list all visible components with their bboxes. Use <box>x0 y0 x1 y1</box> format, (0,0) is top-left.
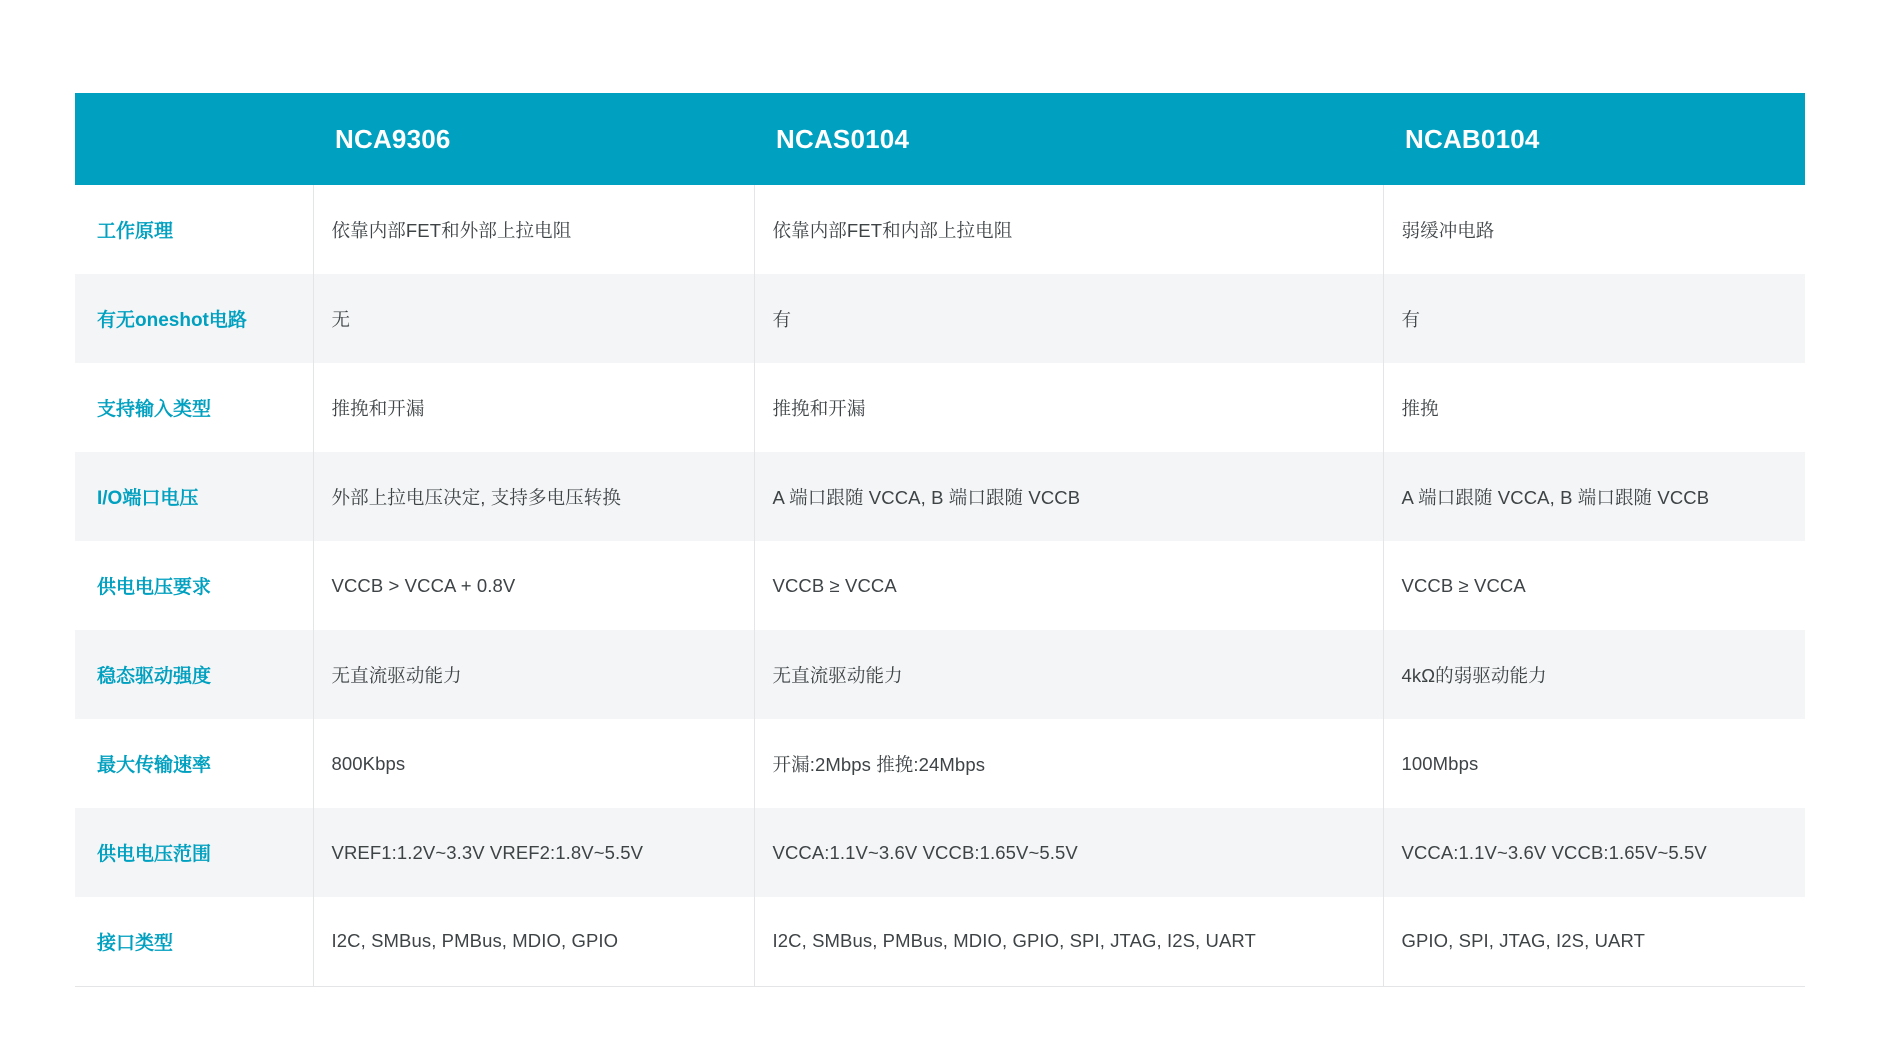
row-label-interface-type: 接口类型 <box>75 897 313 986</box>
cell-supply-voltage-range-ncas0104: VCCA:1.1V~3.6V VCCB:1.65V~5.5V <box>754 808 1383 897</box>
cell-io-port-voltage-ncab0104: A 端口跟随 VCCA, B 端口跟随 VCCB <box>1383 452 1805 541</box>
cell-io-port-voltage-ncas0104: A 端口跟随 VCCA, B 端口跟随 VCCB <box>754 452 1383 541</box>
cell-max-data-rate-nca9306: 800Kbps <box>313 719 754 808</box>
cell-supply-voltage-requirement-nca9306: VCCB > VCCA + 0.8V <box>313 541 754 630</box>
cell-oneshot-circuit-nca9306: 无 <box>313 274 754 363</box>
cell-input-type-nca9306: 推挽和开漏 <box>313 363 754 452</box>
table-row <box>75 185 1805 274</box>
cell-static-drive-strength-ncas0104: 无直流驱动能力 <box>754 630 1383 719</box>
table-corner-cell <box>75 93 313 185</box>
cell-supply-voltage-requirement-ncab0104: VCCB ≥ VCCA <box>1383 541 1805 630</box>
table-header-row <box>75 93 1805 185</box>
table-row <box>75 719 1805 808</box>
cell-supply-voltage-range-nca9306: VREF1:1.2V~3.3V VREF2:1.8V~5.5V <box>313 808 754 897</box>
row-label-io-port-voltage: I/O端口电压 <box>75 452 313 541</box>
row-label-working-principle: 工作原理 <box>75 185 313 274</box>
cell-input-type-ncas0104: 推挽和开漏 <box>754 363 1383 452</box>
cell-io-port-voltage-nca9306: 外部上拉电压决定, 支持多电压转换 <box>313 452 754 541</box>
table-header <box>75 93 1805 185</box>
table-row <box>75 630 1805 719</box>
cell-interface-type-ncas0104: I2C, SMBus, PMBus, MDIO, GPIO, SPI, JTAG, I2S, UART <box>754 897 1383 986</box>
cell-max-data-rate-ncab0104: 100Mbps <box>1383 719 1805 808</box>
cell-static-drive-strength-nca9306: 无直流驱动能力 <box>313 630 754 719</box>
cell-static-drive-strength-ncab0104: 4kΩ的弱驱动能力 <box>1383 630 1805 719</box>
cell-max-data-rate-ncas0104: 开漏:2Mbps 推挽:24Mbps <box>754 719 1383 808</box>
column-header-nca9306: NCA9306 <box>313 93 754 185</box>
table-row <box>75 452 1805 541</box>
cell-working-principle-nca9306: 依靠内部FET和外部上拉电阻 <box>313 185 754 274</box>
cell-oneshot-circuit-ncas0104: 有 <box>754 274 1383 363</box>
cell-oneshot-circuit-ncab0104: 有 <box>1383 274 1805 363</box>
table-row <box>75 897 1805 986</box>
table-row <box>75 274 1805 363</box>
table-row <box>75 808 1805 897</box>
cell-working-principle-ncas0104: 依靠内部FET和内部上拉电阻 <box>754 185 1383 274</box>
table-body <box>75 185 1805 986</box>
row-label-supply-voltage-requirement: 供电电压要求 <box>75 541 313 630</box>
column-header-ncas0104: NCAS0104 <box>754 93 1383 185</box>
column-header-ncab0104: NCAB0104 <box>1383 93 1805 185</box>
row-label-oneshot-circuit: 有无oneshot电路 <box>75 274 313 363</box>
row-label-static-drive-strength: 稳态驱动强度 <box>75 630 313 719</box>
cell-supply-voltage-range-ncab0104: VCCA:1.1V~3.6V VCCB:1.65V~5.5V <box>1383 808 1805 897</box>
row-label-input-type: 支持输入类型 <box>75 363 313 452</box>
row-label-max-data-rate: 最大传输速率 <box>75 719 313 808</box>
cell-supply-voltage-requirement-ncas0104: VCCB ≥ VCCA <box>754 541 1383 630</box>
comparison-table <box>75 93 1805 987</box>
cell-working-principle-ncab0104: 弱缓冲电路 <box>1383 185 1805 274</box>
table-row <box>75 541 1805 630</box>
cell-interface-type-ncab0104: GPIO, SPI, JTAG, I2S, UART <box>1383 897 1805 986</box>
row-label-supply-voltage-range: 供电电压范围 <box>75 808 313 897</box>
comparison-table-container <box>75 93 1805 987</box>
table-row <box>75 363 1805 452</box>
cell-interface-type-nca9306: I2C, SMBus, PMBus, MDIO, GPIO <box>313 897 754 986</box>
cell-input-type-ncab0104: 推挽 <box>1383 363 1805 452</box>
